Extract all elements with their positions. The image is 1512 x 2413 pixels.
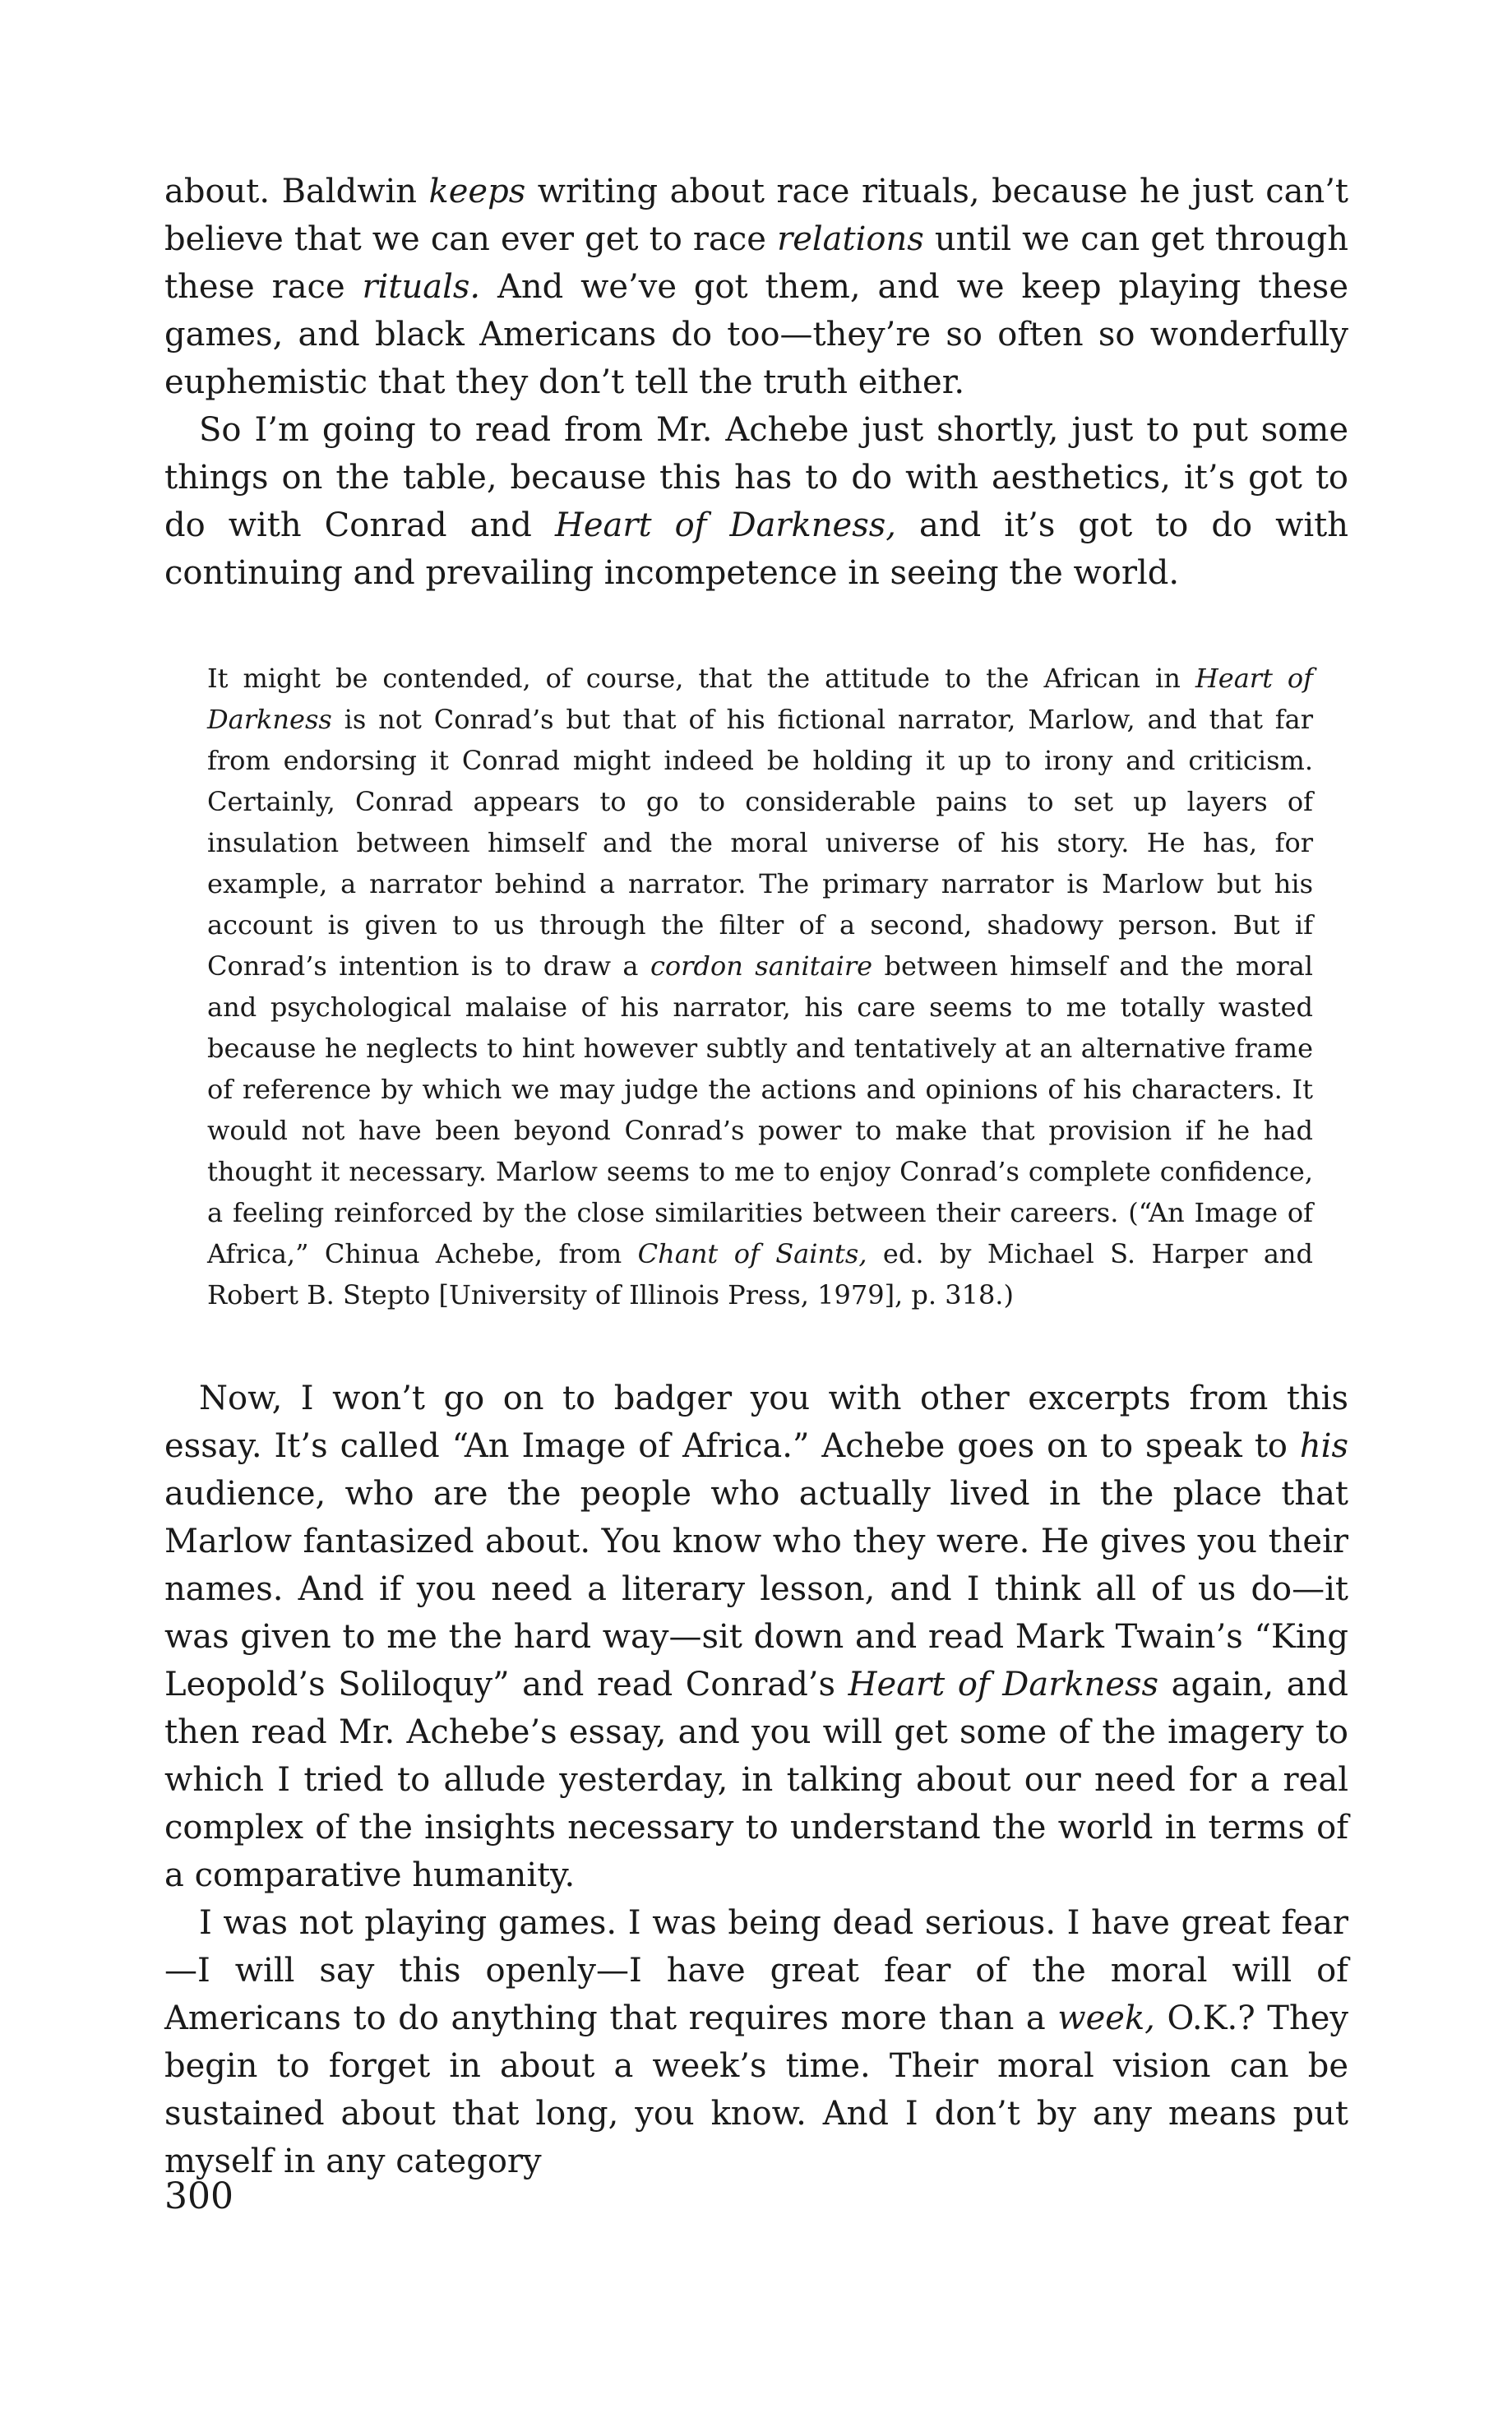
text-run: So I’m going to read from Mr. Achebe just shortly, just to put some things on the table, because this has to do with aesthetics, it’s got to do with Conrad and	[164, 411, 1348, 544]
paragraph-baldwin	[164, 168, 1348, 406]
page-number: 300	[164, 2175, 234, 2217]
text-run: O.K.? They begin to forget in about a week’s time. Their moral vision can be sustained about that long, you know. And I don’t by any means put myself in any category	[164, 1999, 1348, 2180]
text-run: I was not playing games. I was being dead serious. I have great fear—I will say this openly—I have great fear of the moral will of Americans to do anything that requires more than a	[164, 1904, 1348, 2037]
italic-run: his	[1299, 1427, 1348, 1465]
text-run: and it’s got to do with continuing and prevailing incompetence in seeing the world.	[164, 506, 1348, 592]
body-text-bottom	[164, 1375, 1348, 2185]
paragraph-moral-will	[164, 1899, 1348, 2185]
block-quote-achebe	[207, 658, 1313, 1315]
text-run: audience, who are the people who actually lived in the place that Marlow fantasized about. You know who they were. He gives you their names. And if you need a literary lesson, and I think all of us do—it was given to me the hard way—sit down and read Mark Twain’s “King Leopold’s Soliloquy” and read Conrad’s	[164, 1475, 1348, 1703]
text-run: is not Conrad’s but that of his fictional narrator, Marlow, and that far from endorsing it Conrad might indeed be holding it up to irony and criticism. Certainly, Conrad appears to go to considerable pains to set up layers of insulation between himself and the moral universe of his story. He has, for example, a narrator behind a narrator. The primary narrator is Marlow but his account is given to us through the filter of a second, shadowy person. But if Conrad’s intention is to draw a	[207, 704, 1313, 982]
paragraph-image-of-africa	[164, 1375, 1348, 1899]
text-run: And we’ve got them, and we keep playing these games, and black Americans do too—they’re so often so wonderfully euphemistic that they don’t tell the truth either.	[164, 268, 1348, 401]
italic-run: Heart of Darkness	[848, 1666, 1159, 1703]
italic-run: cordon sanitaire	[650, 950, 873, 982]
text-run: about. Baldwin	[164, 173, 429, 210]
italic-run: Heart of Darkness	[207, 663, 1314, 735]
italic-run: relations	[777, 220, 924, 258]
text-run: again, and then read Mr. Achebe’s essay, and you will get some of the imagery to which I tried to allude yesterday, in talking about our need for a real complex of the insights necessary to understand the world in terms of a comparative humanity.	[164, 1666, 1349, 1894]
text-run: between himself and the moral and psychological malaise of his narrator, his care seems to me totally wasted because he neglects to hint however subtly and tentatively at an alternative frame of reference by which we may judge the actions and opinions of his characters. It would not have been beyond Conrad’s power to make that provision if he had thought it necessary. Marlow seems to me to enjoy Conrad’s complete confidence, a feeling reinforced by the close similarities between their careers. (“An Image of Africa,” Chinua Achebe, from	[207, 950, 1314, 1269]
italic-run: Heart of Darkness,	[554, 506, 896, 544]
text-run: Now, I won’t go on to badger you with other excerpts from this essay. It’s called “An Image of Africa.” Achebe goes on to speak to	[164, 1380, 1348, 1465]
text-run: until we can get through these race	[164, 220, 1348, 306]
paragraph-achebe-intro	[164, 406, 1348, 597]
italic-run: keeps	[428, 173, 526, 210]
text-run: writing about race rituals, because he just can’t believe that we can ever get to race	[164, 173, 1349, 258]
text-run: It might be contended, of course, that the attitude to the African in	[207, 663, 1195, 694]
italic-run: Chant of Saints,	[637, 1238, 867, 1269]
body-text-top	[164, 168, 1348, 597]
italic-run: week,	[1057, 1999, 1155, 2037]
text-run: ed. by Michael S. Harper and Robert B. Stepto [University of Illinois Press, 1979], p. 318.)	[207, 1238, 1314, 1311]
italic-run: rituals.	[362, 268, 481, 306]
